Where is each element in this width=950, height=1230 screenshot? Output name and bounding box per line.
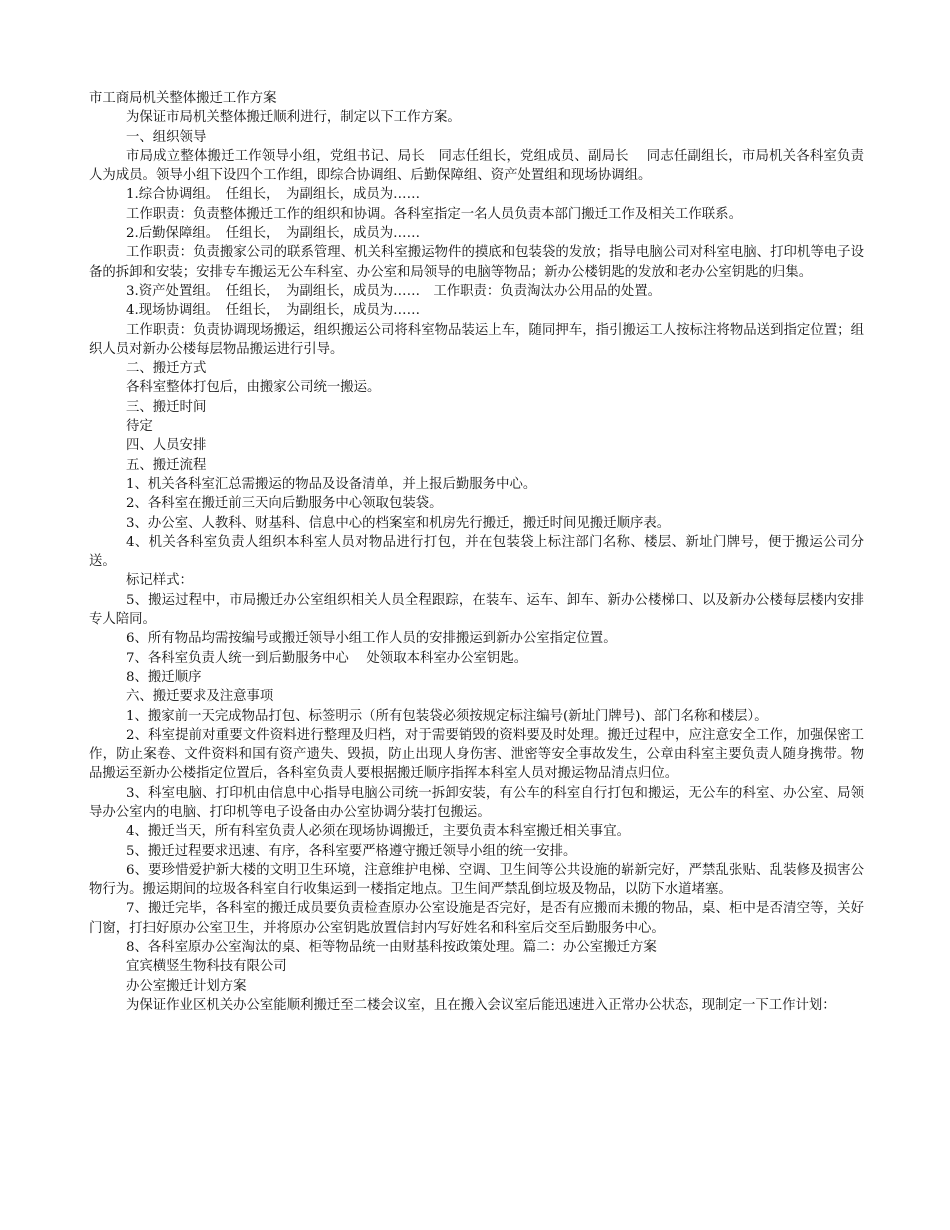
document-paragraph: 1、搬家前一天完成物品打包、标签明示（所有包装袋必须按规定标注编号(新址门牌号)、部门名称和楼层）。 <box>126 708 768 724</box>
document-paragraph: 标记样式： <box>126 573 193 589</box>
document-title: 市工商局机关整体搬迁工作方案 <box>89 91 277 106</box>
document-paragraph: 8、搬迁顺序 <box>126 669 202 685</box>
document-paragraph: 7、搬迁完毕，各科室的搬迁成员要负责检查原办公室设施是否完好，是否有应搬而未搬的物品，桌、柜中是否清空等，关好门窗，打扫好原办公室卫生，并将原办公室钥匙放置信封内写好姓名和科室后交至后勤服务中心。 <box>89 901 864 936</box>
document-paragraph: 4.现场协调组。 任组长， 为副组长，成员为…… <box>126 303 420 319</box>
document-paragraph: 工作职责：负责协调现场搬运，组织搬运公司将科室物品装运上车，随同押车，指引搬运工人按标注将物品送到指定位置；组织人员对新办公楼每层物品搬运进行引导。 <box>89 322 864 357</box>
document-paragraph: 8、各科室原办公室淘汰的桌、柜等物品统一由财基科按政策处理。篇二：办公室搬迁方案 <box>126 940 657 956</box>
document-paragraph: 7、各科室负责人统一到后勤服务中心 处领取本科室办公室钥匙。 <box>126 650 528 666</box>
document-paragraph: 5、搬迁过程要求迅速、有序，各科室要严格遵守搬迁领导小组的统一安排。 <box>126 843 577 859</box>
document-paragraph: 五、搬迁流程 <box>126 457 207 473</box>
document-paragraph: 3.资产处置组。 任组长， 为副组长，成员为…… 工作职责：负责淘汰办公用品的处置。 <box>126 283 661 299</box>
document-paragraph: 4、搬迁当天，所有科室负责人必须在现场协调搬迁，主要负责本科室搬迁相关事宜。 <box>126 824 630 840</box>
document-paragraph: 三、搬迁时间 <box>126 399 207 415</box>
document-paragraph: 为保证作业区机关办公室能顺利搬迁至二楼会议室，且在搬入会议室后能迅速进入正常办公状态，现制定一下工作计划： <box>126 997 836 1013</box>
document-paragraph: 1.综合协调组。 任组长， 为副组长，成员为…… <box>126 187 420 203</box>
document-paragraph: 2、科室提前对重要文件资料进行整理及归档，对于需要销毁的资料要及时处理。搬迁过程中，应注意安全工作，加强保密工作，防止案卷、文件资料和国有资产遗失、毁损，防止出现人身伤害、泄密等安全事故发生，公章由科室主要负责人随身携带。物品搬运至新办公楼指定位置后，各科室负责人要根据搬迁顺序指挥本科室人员对搬运物品清点归位。 <box>89 727 864 782</box>
document-paragraph: 一、组织领导 <box>126 129 207 145</box>
document-paragraph: 待定 <box>126 419 153 435</box>
document-paragraph: 6、要珍惜爱护新大楼的文明卫生环境，注意维护电梯、空调、卫生间等公共设施的崭新完好，严禁乱张贴、乱装修及损害公物行为。搬运期间的垃圾各科室自行收集运到一楼指定地点。卫生间严禁乱倒垃圾及物品，以防下水道堵塞。 <box>89 862 864 898</box>
document-paragraph: 2.后勤保障组。 任组长， 为副组长，成员为…… <box>126 226 420 242</box>
document-paragraph: 四、人员安排 <box>126 438 207 454</box>
document-paragraph: 办公室搬迁计划方案 <box>126 978 247 994</box>
document-paragraph: 3、科室电脑、打印机由信息中心指导电脑公司统一拆卸安装，有公车的科室自行打包和搬运，无公车的科室、办公室、局领导办公室内的电脑、打印机等电子设备由办公室协调分装打包搬运。 <box>89 785 864 820</box>
document-paragraph: 市局成立整体搬迁工作领导小组，党组书记、局长 同志任组长，党组成员、副局长 同志任副组长，市局机关各科室负责人为成员。领导小组下设四个工作组，即综合协调组、后勤保障组、资产处置组和现场协调组。 <box>89 148 864 184</box>
document-page <box>89 89 864 1015</box>
document-paragraph: 二、搬迁方式 <box>126 361 207 377</box>
document-paragraph: 4、机关各科室负责人组织本科室人员对物品进行打包，并在包装袋上标注部门名称、楼层、新址门牌号，便于搬运公司分送。 <box>89 534 864 570</box>
document-paragraph: 六、搬迁要求及注意事项 <box>126 689 274 705</box>
document-paragraph: 1、机关各科室汇总需搬运的物品及设备清单，并上报后勤服务中心。 <box>126 476 537 492</box>
document-paragraph: 6、所有物品均需按编号或搬迁领导小组工作人员的安排搬运到新办公室指定位置。 <box>126 631 617 647</box>
document-paragraph: 工作职责：负责整体搬迁工作的组织和协调。各科室指定一名人员负责本部门搬迁工作及相关工作联系。 <box>126 206 742 222</box>
document-paragraph: 工作职责：负责搬家公司的联系管理、机关科室搬运物件的摸底和包装袋的发放；指导电脑公司对科室电脑、打印机等电子设备的拆卸和安装；安排专车搬运无公车科室、办公室和局领导的电脑等物品；新办公楼钥匙的发放和老办公室钥匙的归集。 <box>89 245 864 280</box>
document-paragraph: 3、办公室、人教科、财基科、信息中心的档案室和机房先行搬迁，搬迁时间见搬迁顺序表。 <box>126 515 671 531</box>
document-paragraph: 为保证市局机关整体搬迁顺利进行，制定以下工作方案。 <box>126 110 461 126</box>
document-paragraph: 各科室整体打包后，由搬家公司统一搬运。 <box>126 380 381 396</box>
document-paragraph: 宜宾横竖生物科技有限公司 <box>126 959 287 975</box>
document-paragraph: 2、各科室在搬迁前三天向后勤服务中心领取包装袋。 <box>126 496 443 512</box>
document-paragraph: 5、搬运过程中，市局搬迁办公室组织相关人员全程跟踪，在装车、运车、卸车、新办公楼梯口、以及新办公楼每层楼内安排专人陪同。 <box>89 592 864 628</box>
